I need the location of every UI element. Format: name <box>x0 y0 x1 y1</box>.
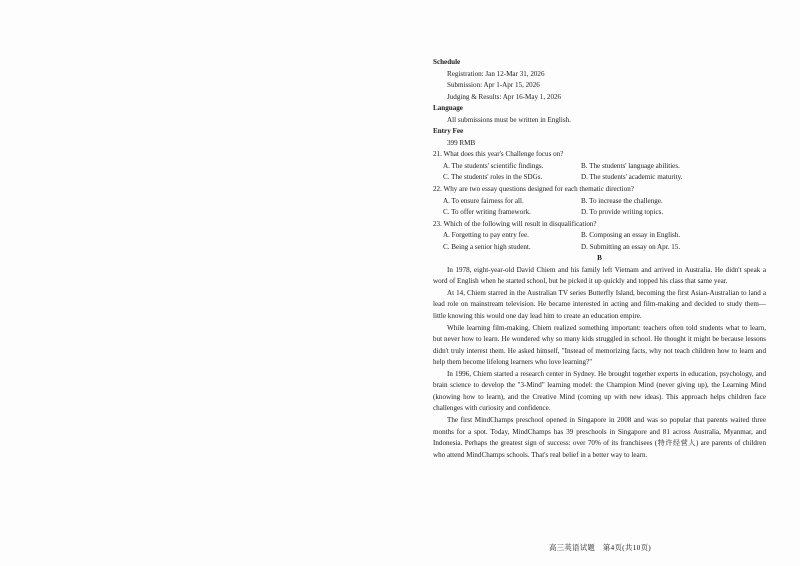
schedule-registration: Registration: Jan 12-Mar 31, 2026 <box>447 69 545 78</box>
question-21-options-row-2 <box>433 172 766 184</box>
language-text: All submissions must be written in English. <box>447 115 571 124</box>
option-22b: B. To increase the challenge. <box>581 196 663 205</box>
option-21d: D. The students' academic maturity. <box>581 173 683 182</box>
page-footer: 高三英语试题 第4页(共10页) <box>548 543 652 552</box>
option-21b: B. The students' language abilities. <box>581 161 680 170</box>
passage-paragraph-4: In 1996, Chiem started a research center in Sydney. He brought together experts in education, psychology, and brain science to develop the "3-Mind" learning model: the Champion Mind (never giving up), the Learning Mind (knowing how to learn), and the Creative Mind (coming up with new ideas). This approach helps children face challenges with curiosity and confidence. <box>433 369 766 413</box>
question-22-options-row-1 <box>433 196 766 208</box>
question-23-stem: 23. Which of the following will result in disqualification? <box>433 219 597 228</box>
option-23d: D. Submitting an essay on Apr. 15. <box>581 242 681 251</box>
passage-paragraph-1: In 1978, eight-year-old David Chiem and his family left Vietnam and arrived in Australia. He didn't speak a word of English when he started school, but he picked it up quickly and topped his class that same year. <box>433 265 766 286</box>
option-22c: C. To offer writing framework. <box>443 208 531 217</box>
option-21c: C. The students' roles in the SDGs. <box>443 173 543 182</box>
page-content <box>433 57 766 461</box>
entry-fee-amount: 399 RMB <box>447 138 476 147</box>
question-22-stem: 22. Why are two essay questions designed for each thematic direction? <box>433 185 634 194</box>
option-21a: A. The students' scientific findings. <box>443 161 544 170</box>
option-23b: B. Composing an essay in English. <box>581 231 681 240</box>
option-23c: C. Being a senior high student. <box>443 242 531 251</box>
option-23a: A. Forgetting to pay entry fee. <box>443 231 529 240</box>
passage-paragraph-5: The first MindChamps preschool opened in Singapore in 2008 and was so popular that parents waited three months for a spot. Today, MindChamps has 39 preschools in Singapore and 81 across Australia, Myanmar, and Indonesia. Perhaps the greatest sign of success: over 70% of its franchisees (特许经营人) are parents of children who attend MindChamps schools. That's real belief in a better way to learn. <box>433 415 766 459</box>
schedule-heading: Schedule <box>433 58 461 66</box>
section-b-label: B <box>597 254 602 263</box>
question-23-options-row-1 <box>433 230 766 242</box>
question-23-options-row-2 <box>433 242 766 254</box>
language-heading: Language <box>433 104 463 113</box>
option-22a: A. To ensure fairness for all. <box>443 196 524 205</box>
question-22-options-row-2 <box>433 207 766 219</box>
schedule-judging: Judging & Results: Apr 16-May 1, 2026 <box>447 92 562 101</box>
passage-paragraph-2: At 14, Chiem starred in the Australian TV series Butterfly Island, becoming the first Asian-Australian to land a lead role on mainstream television. He became interested in acting and film-making and decided to study them—little knowing this would one day lead him to create an education empire. <box>433 288 766 321</box>
schedule-submission: Submission: Apr 1-Apr 15, 2026 <box>447 81 540 90</box>
entry-fee-heading: Entry Fee <box>433 127 464 136</box>
passage-paragraph-3: While learning film-making, Chiem realized something important: teachers often told students what to learn, but never how to learn. He wondered why so many kids struggled in school. He thought it might be because lessons didn't truly interest them. He asked himself, "Instead of memorizing facts, why not teach children how to learn and help them become lifelong learners who love learning?" <box>433 323 766 367</box>
question-21-options-row-1 <box>433 161 766 173</box>
question-21-stem: 21. What does this year's Challenge focus on? <box>433 150 564 159</box>
option-22d: D. To provide writing topics. <box>581 208 664 217</box>
